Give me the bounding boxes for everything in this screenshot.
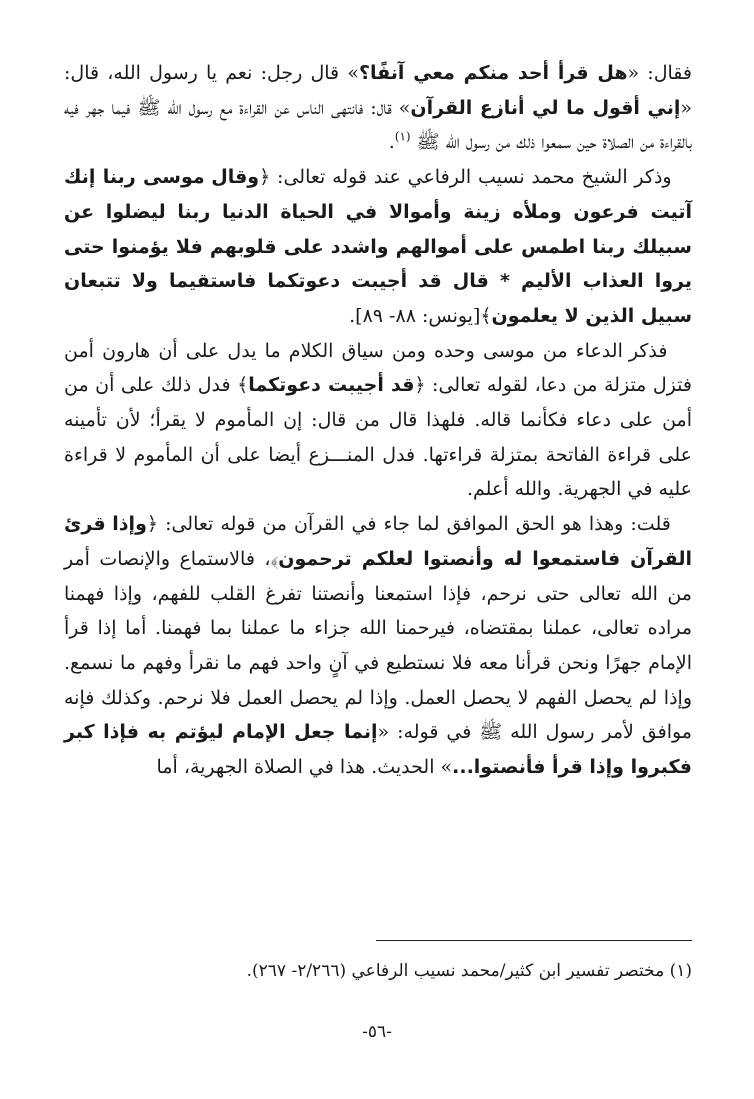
paragraph-3 (64, 334, 692, 508)
p1-end: . (388, 131, 395, 154)
p1-hadith-answer: إني أقول ما لي أنازع القرآن (410, 96, 681, 119)
p3-quran-verse: قد أجيبت دعوتكما (248, 374, 415, 397)
p1-text-3: » قال: فانتهى الناس عن القراءة مع رسول الله ﷺ فيما جهر فيه بالقراءة من الصلاة حين سمعوا ذلك من رسول الله ﷺ (64, 96, 692, 154)
page-body (64, 56, 692, 785)
p2-text-1: وذكر الشيخ محمد نسيب الرفاعي عند قوله تعالى: ﴿ (259, 166, 672, 189)
page-number: -٥٦- (362, 1022, 392, 1042)
footnote: (١) مختصر تفسير ابن كثير/محمد نسيب الرفاعي (٢/٢٦٦- ٢٦٧). (246, 961, 692, 981)
p4-hadith: إنما جعل الإمام ليؤتم به فإذا كبر فكبروا وإذا قرأ فأنصتوا... (64, 721, 692, 779)
footnote-ref-1[interactable]: (١) (394, 130, 411, 145)
p1-hadith-question: هل قرأ أحد منكم معي آنفًا؟ (358, 62, 628, 84)
p2-quran-verse: وقال موسى ربنا إنك آتيت فرعون وملأه زينة وأموالا في الحياة الدنيا ربنا ليضلوا عن سبيلك ربنا اطمس على أموالهم واشدد على قلوبهم فلا يؤمنوا حتى يروا العذاب الأليم * قال قد أجيبت دعوتكما فاستقيما ولا تتبعان سبيل الذين لا يعلمون (64, 166, 692, 327)
p3-text-1: فذكر الدعاء من موسى وحده ومن سياق الكلام ما يدل على أن هارون أمن فتزل متزلة من دعا، لقوله تعالى: ﴿ (64, 339, 692, 397)
p4-text-2: ﴾، فالاستماع والإنصات أمر من الله تعالى حتى نرحم، فإذا استمعنا وأنصتنا تفرغ القلب للفهم، وإذا فهمنا مراده تعالى، عملنا بمقتضاه، فيرحمنا الله جزاء ما عملنا بما فهمنا. أما إذا قرأ الإمام جهرًا ونحن قرأنا معه فلا نستطيع في آنٍ واحد فهم ما نقرأ وفهم ما نسمع. وإذا لم يحصل الفهم لا يحصل العمل. وإذا لم يحصل العمل فلا نرحم. وكذلك فإنه موافق لأمر رسول الله ﷺ في قوله: « (64, 547, 692, 744)
paragraph-2 (64, 160, 692, 334)
footnote-separator (376, 940, 692, 941)
p3-text-2: ﴾ فدل ذلك على أن من أمن على دعاء فكأنما قاله. فلهذا قال من قال: إن المأموم لا يقرأ؛ لأن تأمينه على قراءة الفاتحة بمتزلة قراءتها. فدل المنـــزع أيضا على أن المأموم لا قراءة عليه في الجهرية. والله أعلم. (64, 374, 692, 501)
p2-citation: ﴾[يونس: ٨٨- ٨٩]. (349, 304, 492, 327)
p4-text-3: » الحديث. هذا في الصلاة الجهرية، أما (156, 756, 453, 779)
p1-text-2: » قال رجل: نعم يا رسول الله، قال: « (64, 62, 692, 119)
p4-text-1: قلت: وهذا هو الحق الموافق لما جاء في القرآن من قوله تعالى: ﴿ (146, 513, 671, 536)
paragraph-4 (64, 507, 692, 785)
p1-text-1: فقال: « (627, 62, 692, 84)
paragraph-1 (64, 56, 692, 160)
p4-quran-verse: وإذا قرئ القرآن فاستمعوا له وأنصتوا لعلكم ترحمون (64, 513, 692, 570)
